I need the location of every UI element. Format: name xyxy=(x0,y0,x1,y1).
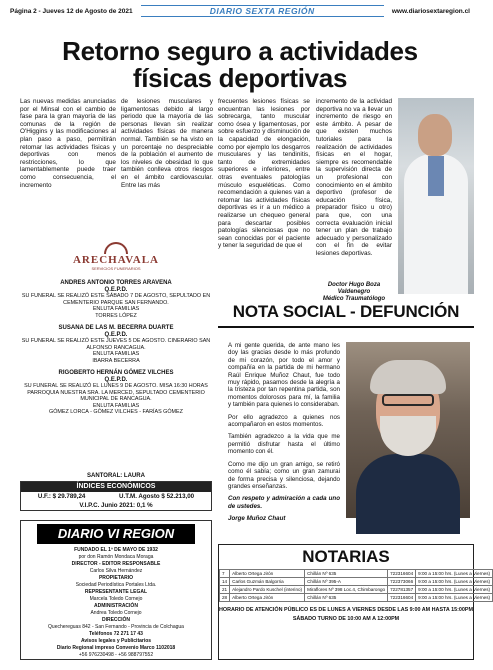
notarias-title: NOTARIAS xyxy=(302,547,390,566)
uf-value: U.F.: $ 29.789,24 xyxy=(37,493,86,500)
article-col-1: Las nuevas medidas anunciadas por el Minsal con el cambio de fase para la gran mayoría de las comunas de la región de O'Higgins y las modificaciones al plan paso a paso, permitirán retomar las actividades físicas y deportivas con menos restricciones, lo que lamentablemente puede traer como consecuencia, el incremento xyxy=(20,98,116,189)
funeral-home-icon xyxy=(104,242,128,254)
social-note-title: NOTA SOCIAL - DEFUNCIÓN xyxy=(218,302,474,328)
masthead-logo: DIARIO VI REGION xyxy=(37,524,195,544)
photo-caption: Doctor Hugo Boza Valdenegro Médico Traumatólogo xyxy=(322,282,386,302)
social-note xyxy=(218,302,474,540)
article-col-2: de lesiones musculares y ligamentosas debido al largo periodo que la mayoría de las personas llevan sin realizar actividades físicas de manera normal. También se ha visto en un porcentaje no despreciable de la población el aumento de los niveles de obesidad lo que también conlleva otros riesgos en el ámbito cardiovascular. Entre las más xyxy=(121,98,213,189)
page-header xyxy=(10,4,470,18)
website-link[interactable]: www.diariosextaregion.cl xyxy=(391,7,470,15)
ipc-value: V.I.P.C. Junio 2021: 0,1 % xyxy=(79,502,153,509)
masthead: DIARIO VI REGION FUNDADO EL 1º DE MAYO DE 1932 por don Ramón Mondaca Moraga DIRECTOR - EDITOR RESPONSABLE Carlos Silva Hernández PROPIETARIO Sociedad Periodística Portales Ltda. REPRESENTANTE LEGAL Marcela Toledo Cornejo ADMINISTRACIÓN Andrea Toledo Cornejo DIRECCIÓN Quechereguas 842 - San Fernando - Provincia de Colchagua Teléfonos 72 271 17 43 Avisos legales y Publicitarios Diario Regional impreso Convenio Marco 1102018 +56 976230498 - +56 988797552 xyxy=(20,520,212,660)
social-note-text: A mi gente querida, de ante mano les doy las gracias desde lo más profundo de mi corazón, por todo el amor y compañía en la partida de mi hermano Raúl Enrique Muñoz Chaut, fue todo muy rápido, pasamos desde la alegría a la tristeza por tan repentina partida, son momentos dolorosos para mí, la familia y también para quienes lo consideraban. Por ello agradezco a quienes nos acompañaron en estos momentos. También agradezco a la vida que me permitió disfrutar hasta el último momento con él. Como me dijo un gran amigo, se retiró como él sabía; como un gran zamurai de forma precisa y silenciosa, dejando grandes enseñanzas. Con respeto y admiración a cada uno de ustedes. Jorge Muñoz Chaut xyxy=(228,342,340,523)
doctor-photo xyxy=(398,98,474,294)
notarias-table xyxy=(219,569,493,602)
obituaries-box xyxy=(20,238,212,476)
signature: Jorge Muñoz Chaut xyxy=(228,515,286,523)
funeral-home-logo: ARECHAVALA SERVICIOS FUNERARIOS xyxy=(20,238,212,274)
obituary-entry: ANDRES ANTONIO TORRES ARAVENA Q.E.P.D. SU FUNERAL SE REALIZÓ ESTE SÁBADO 7 DE AGOSTO, SEPULTADO EN CEMENTERIO PARQUE SAN FERNANDO. ENLUTA FAMILIAS TORRES LÓPEZ xyxy=(21,280,211,319)
deceased-photo xyxy=(346,342,470,518)
notarias-box xyxy=(218,544,491,660)
table-row: 14 Carlos Guzmán Balgorria Chillán Nº 395-A 722373066 9:00 a 15:00 hrs. (Lunes a Viernes) xyxy=(220,578,493,586)
article-col-4: incremento de la actividad deportiva no va a llevar un incremento de riesgo en este ámbito. A pesar de que existen muchos tutoriales para la realización de actividades físicas en el hogar, siempre es recomendable la supervisión directa de un profesional con conocimiento en el ámbito deportivo (profesor de educación física, preparador físico u otro) para que, con una correcta evaluación inicial tener un plan de trabajo adecuado y personalizado con el fin de evitar lesiones deportivas. xyxy=(316,98,392,257)
economic-indices: ÍNDICES ECONÓMICOS U.F.: $ 29.789,24 U.T.M. Agosto $ 52.213,00 V.I.P.C. Junio 2021: 0,1 % xyxy=(20,481,212,511)
table-row: 7 Alberto Ortega Jirón Chillán Nº 635 722316604 9:00 a 15:00 hrs. (Lunes a Viernes) xyxy=(220,570,493,578)
notarias-footer: HORARIO DE ATENCIÓN PÚBLICO ES DE LUNES A VIERNES DESDE LAS 9:00 AM HASTA 15:00PM SÁBADO TURNO DE 10:00 AM A 12:00PM xyxy=(219,607,473,622)
santoral: SANTORAL: LAURA xyxy=(87,473,145,479)
article-col-3: frecuentes lesiones físicas se encuentran las lesiones por sobrecarga, tanto muscular como ósea y ligamentosas, por sobre esfuerzo y disminución de la capacidad de elongación, como por ejemplo los desgarros musculares y las tendinitis, tanto de extremidades superiores e inferiores, entre otras eventuales patologías músculo esqueléticas. Como recomendación a quienes van a retomar las actividades físicas deportivas es ir a un médico a realizarse un chequeo general para descartar posibles patologías silenciosas que no sean conocidas por el paciente y tener la seguridad de que el xyxy=(218,98,310,250)
page-date: Página 2 - Jueves 12 de Agosto de 2021 xyxy=(10,7,133,15)
obituary-entry: RIGOBERTO HERNÁN GÓMEZ VILCHES Q.E.P.D. SU FUNERAL SE REALIZÓ EL LUNES 9 DE AGOSTO. MISA 16:30 HORAS PARROQUIA NUESTRA SRA. LA MERCED, SEPULTADO CEMENTERIO MUNICIPAL DE RANCAGUA. ENLUTA FAMILIAS GÓMEZ LORCA - GÓMEZ VILCHES - FARÍAS GÓMEZ xyxy=(24,370,208,415)
utm-value: U.T.M. Agosto $ 52.213,00 xyxy=(119,493,195,500)
brand-name: DIARIO SEXTA REGIÓN xyxy=(141,5,384,17)
obituary-entry: SUSANA DE LAS M. BECERRA DUARTE Q.E.P.D. SU FUNERAL SE REALIZÓ ESTE JUEVES 5 DE AGOSTO. CINERARIO SAN ALFONSO RANCAGUA. ENLUTA FAMILIAS IBARRA BECERRA xyxy=(21,325,211,364)
article-headline: Retorno seguro a actividades físicas deportivas xyxy=(62,36,418,93)
table-row: 28 Alberto Ortega Jirón Chillán Nº 635 722316604 9:00 a 15:00 hrs. (Lunes a Viernes) xyxy=(220,594,493,602)
table-row: 21 Alejandro Pardo Kuschel (interino) Miraflores Nº 398 Loc.4, Chimbarongo 722781357 9:00 a 15:00 hrs. (Lunes a Viernes) xyxy=(220,586,493,594)
